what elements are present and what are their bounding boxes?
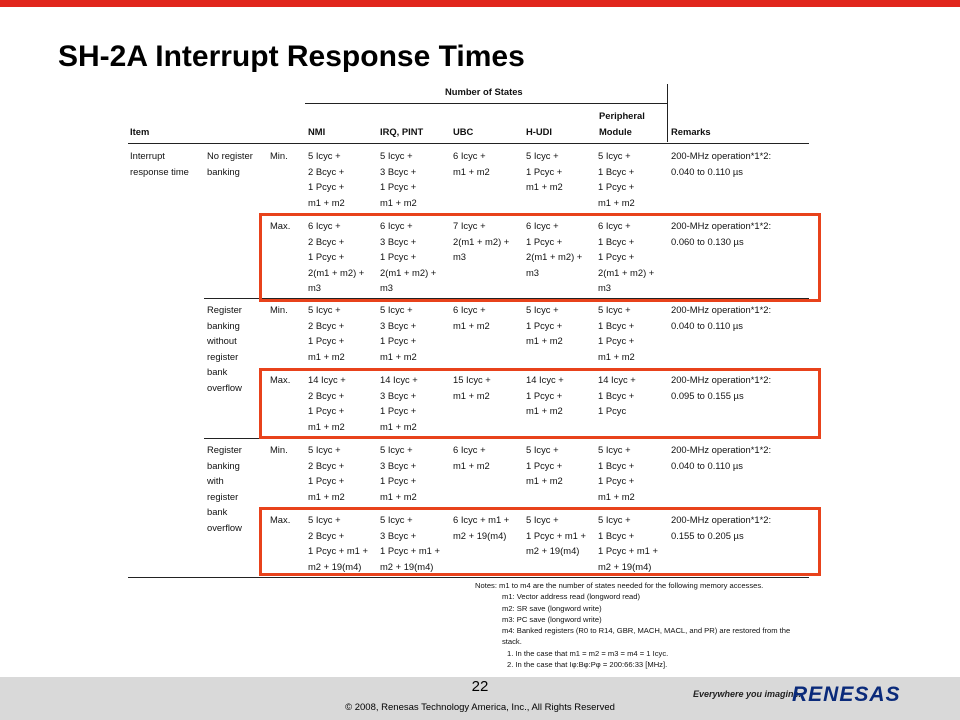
category-label: without (207, 335, 237, 346)
note-line: m2: SR save (longword write) (502, 603, 602, 613)
cell-peripheral: 1 Bcyc + (598, 529, 635, 541)
cell-peripheral: m1 + m2 (598, 490, 635, 502)
cell-remarks: 0.095 to 0.155 µs (671, 389, 744, 401)
cell-ubc: 6 Icyc + (453, 150, 486, 161)
cell-peripheral: 1 Pcyc + (598, 181, 635, 192)
cell-nmi: 2 Bcyc + (308, 389, 345, 401)
cell-nmi: 5 Icyc + (308, 444, 341, 455)
cell-peripheral: 6 Icyc + (598, 220, 631, 231)
cell-peripheral: 5 Icyc + (598, 150, 631, 161)
cell-irq: 5 Icyc + (380, 150, 413, 161)
note-line: stack. (502, 637, 522, 647)
note-line: 1. In the case that m1 = m2 = m3 = m4 = 1 Icyc. (507, 648, 669, 658)
category-label: overflow (207, 381, 242, 393)
copyright-text: © 2008, Renesas Technology America, Inc., All Rights Reserved (345, 702, 615, 713)
cell-ubc: 2(m1 + m2) + (453, 235, 510, 247)
cell-irq: 1 Pcyc + (380, 475, 417, 486)
cell-hudi: 6 Icyc + (526, 220, 559, 231)
table-rule (128, 143, 809, 144)
mode-label: Min. (270, 304, 288, 315)
mode-label: Max. (270, 220, 291, 231)
category-label: banking (207, 459, 240, 471)
cell-irq: 14 Icyc + (380, 374, 418, 385)
cell-nmi: 2 Bcyc + (308, 165, 345, 177)
table-rule (305, 103, 668, 104)
top-accent-bar (0, 0, 960, 7)
cell-peripheral: 1 Pcyc + (598, 475, 635, 486)
header-ubc: UBC (453, 126, 474, 137)
category-label: with (207, 475, 224, 486)
cell-ubc: m3 (453, 251, 467, 262)
cell-remarks: 200-MHz operation*1*2: (671, 444, 772, 455)
cell-irq: 5 Icyc + (380, 514, 413, 525)
header-hudi: H-UDI (526, 126, 553, 137)
cell-irq: 3 Bcyc + (380, 319, 417, 331)
cell-remarks: 200-MHz operation*1*2: (671, 304, 772, 315)
category-label: bank (207, 506, 228, 517)
cell-nmi: 1 Pcyc + m1 + (308, 545, 368, 556)
note-line: 2. In the case that Iφ:Bφ:Pφ = 200:66:33 [MHz]. (507, 660, 668, 670)
cell-remarks: 200-MHz operation*1*2: (671, 150, 772, 161)
cell-irq: 3 Bcyc + (380, 165, 417, 177)
cell-hudi: m1 + m2 (526, 181, 563, 192)
cell-peripheral: 5 Icyc + (598, 304, 631, 315)
table-divider (667, 84, 668, 142)
cell-hudi: 2(m1 + m2) + (526, 251, 583, 262)
cell-irq: 3 Bcyc + (380, 389, 417, 401)
category-label: No register (207, 150, 253, 161)
cell-hudi: m3 (526, 266, 540, 278)
cell-irq: m3 (380, 282, 394, 293)
cell-nmi: 2 Bcyc + (308, 319, 345, 331)
cell-hudi: m1 + m2 (526, 405, 563, 416)
cell-ubc: 6 Icyc + (453, 304, 486, 315)
cell-nmi: 2 Bcyc + (308, 529, 345, 541)
slide-title: SH-2A Interrupt Response Times (58, 40, 525, 73)
cell-irq: 1 Pcyc + (380, 405, 417, 416)
item-label: Interrupt (130, 150, 165, 161)
cell-ubc: m1 + m2 (453, 319, 490, 331)
cell-hudi: 5 Icyc + (526, 444, 559, 455)
cell-ubc: m1 + m2 (453, 389, 490, 401)
cell-remarks: 0.155 to 0.205 µs (671, 529, 744, 541)
cell-nmi: 5 Icyc + (308, 304, 341, 315)
header-module: Module (599, 126, 632, 137)
table-rule (128, 577, 809, 578)
cell-nmi: 5 Icyc + (308, 514, 341, 525)
mode-label: Max. (270, 374, 291, 385)
cell-peripheral: 1 Pcyc (598, 405, 627, 416)
cell-remarks: 200-MHz operation*1*2: (671, 514, 772, 525)
renesas-logo: RENESAS (792, 683, 901, 706)
category-label: Register (207, 304, 242, 315)
cell-remarks: 0.040 to 0.110 µs (671, 165, 743, 177)
cell-irq: m1 + m2 (380, 196, 417, 208)
cell-irq: 5 Icyc + (380, 304, 413, 315)
cell-remarks: 200-MHz operation*1*2: (671, 374, 772, 385)
cell-hudi: m1 + m2 (526, 335, 563, 346)
cell-hudi: 5 Icyc + (526, 514, 559, 525)
category-label: banking (207, 319, 240, 331)
cell-nmi: 1 Pcyc + (308, 405, 345, 416)
cell-irq: m2 + 19(m4) (380, 560, 434, 572)
cell-peripheral: 1 Bcyc + (598, 319, 635, 331)
category-label: overflow (207, 521, 242, 533)
cell-nmi: 14 Icyc + (308, 374, 346, 385)
cell-nmi: m1 + m2 (308, 490, 345, 502)
mode-label: Min. (270, 444, 288, 455)
header-peripheral: Peripheral (599, 110, 645, 121)
note-line: m3: PC save (longword write) (502, 614, 602, 624)
cell-ubc: 15 Icyc + (453, 374, 491, 385)
cell-irq: 3 Bcyc + (380, 459, 417, 471)
cell-peripheral: m2 + 19(m4) (598, 560, 652, 572)
cell-irq: 6 Icyc + (380, 220, 413, 231)
cell-hudi: 5 Icyc + (526, 304, 559, 315)
page-number: 22 (471, 678, 489, 695)
cell-peripheral: 1 Pcyc + (598, 335, 635, 346)
cell-ubc: 6 Icyc + (453, 444, 486, 455)
cell-irq: m1 + m2 (380, 420, 417, 432)
cell-nmi: 1 Pcyc + (308, 181, 345, 192)
category-label: register (207, 350, 239, 362)
header-irq: IRQ, PINT (380, 126, 424, 137)
cell-peripheral: m1 + m2 (598, 350, 635, 362)
cell-peripheral: 1 Pcyc + (598, 251, 635, 262)
cell-nmi: m2 + 19(m4) (308, 560, 362, 572)
cell-irq: 1 Pcyc + (380, 335, 417, 346)
cell-nmi: m1 + m2 (308, 350, 345, 362)
header-item: Item (130, 126, 150, 137)
cell-peripheral: 14 Icyc + (598, 374, 636, 385)
cell-nmi: m1 + m2 (308, 420, 345, 432)
cell-hudi: m1 + m2 (526, 475, 563, 486)
table-notes (475, 580, 835, 670)
cell-ubc: m1 + m2 (453, 459, 490, 471)
highlight-box (259, 507, 821, 576)
cell-peripheral: 1 Bcyc + (598, 459, 635, 471)
mode-label: Max. (270, 514, 291, 525)
note-line: m4: Banked registers (R0 to R14, GBR, MACH, MACL, and PR) are restored from the (502, 626, 791, 636)
cell-hudi: 1 Pcyc + (526, 235, 563, 247)
cell-peripheral: m3 (598, 282, 612, 293)
category-label: banking (207, 165, 240, 177)
cell-irq: 5 Icyc + (380, 444, 413, 455)
header-remarks: Remarks (671, 126, 711, 137)
cell-irq: m1 + m2 (380, 490, 417, 502)
cell-hudi: 1 Pcyc + (526, 459, 563, 471)
cell-hudi: 1 Pcyc + (526, 319, 563, 331)
cell-irq: m1 + m2 (380, 350, 417, 362)
highlight-box (259, 213, 821, 302)
cell-ubc: m2 + 19(m4) (453, 529, 507, 541)
cell-nmi: 2(m1 + m2) + (308, 266, 365, 278)
cell-hudi: m2 + 19(m4) (526, 545, 580, 556)
cell-remarks: 0.040 to 0.110 µs (671, 459, 743, 471)
cell-peripheral: 5 Icyc + (598, 514, 631, 525)
cell-irq: 1 Pcyc + (380, 181, 417, 192)
note-line: Notes: m1 to m4 are the number of states needed for the following memory accesses. (475, 581, 764, 590)
cell-peripheral: 1 Bcyc + (598, 165, 635, 177)
cell-peripheral: 1 Pcyc + m1 + (598, 545, 658, 556)
cell-ubc: 7 Icyc + (453, 220, 486, 231)
cell-nmi: m3 (308, 282, 322, 293)
category-label: bank (207, 366, 228, 377)
cell-nmi: 6 Icyc + (308, 220, 341, 231)
cell-hudi: 1 Pcyc + (526, 165, 563, 177)
group-header: Number of States (445, 86, 523, 97)
cell-peripheral: 1 Bcyc + (598, 235, 635, 247)
cell-remarks: 0.040 to 0.110 µs (671, 319, 743, 331)
cell-peripheral: m1 + m2 (598, 196, 635, 208)
cell-peripheral: 2(m1 + m2) + (598, 266, 655, 278)
header-nmi: NMI (308, 126, 326, 137)
cell-hudi: 5 Icyc + (526, 150, 559, 161)
cell-nmi: 1 Pcyc + (308, 335, 345, 346)
cell-irq: 3 Bcyc + (380, 235, 417, 247)
cell-ubc: 6 Icyc + m1 + (453, 514, 510, 525)
cell-remarks: 200-MHz operation*1*2: (671, 220, 772, 231)
cell-nmi: 1 Pcyc + (308, 475, 345, 486)
item-label: response time (130, 165, 189, 177)
category-label: Register (207, 444, 242, 455)
cell-irq: 1 Pcyc + (380, 251, 417, 262)
cell-irq: 1 Pcyc + m1 + (380, 545, 440, 556)
category-label: register (207, 490, 239, 502)
mode-label: Min. (270, 150, 288, 161)
highlight-box (259, 368, 821, 439)
cell-irq: 3 Bcyc + (380, 529, 417, 541)
note-line: m1: Vector address read (longword read) (502, 592, 641, 602)
cell-peripheral: 1 Bcyc + (598, 389, 635, 401)
cell-nmi: 1 Pcyc + (308, 251, 345, 262)
cell-remarks: 0.060 to 0.130 µs (671, 235, 744, 247)
cell-nmi: 2 Bcyc + (308, 235, 345, 247)
cell-ubc: m1 + m2 (453, 165, 490, 177)
cell-nmi: 5 Icyc + (308, 150, 341, 161)
cell-hudi: 14 Icyc + (526, 374, 564, 385)
cell-irq: 2(m1 + m2) + (380, 266, 437, 278)
cell-peripheral: 5 Icyc + (598, 444, 631, 455)
tagline-text: Everywhere you imagine. (693, 689, 802, 699)
cell-nmi: m1 + m2 (308, 196, 345, 208)
cell-hudi: 1 Pcyc + (526, 389, 563, 401)
cell-nmi: 2 Bcyc + (308, 459, 345, 471)
cell-hudi: 1 Pcyc + m1 + (526, 529, 586, 541)
